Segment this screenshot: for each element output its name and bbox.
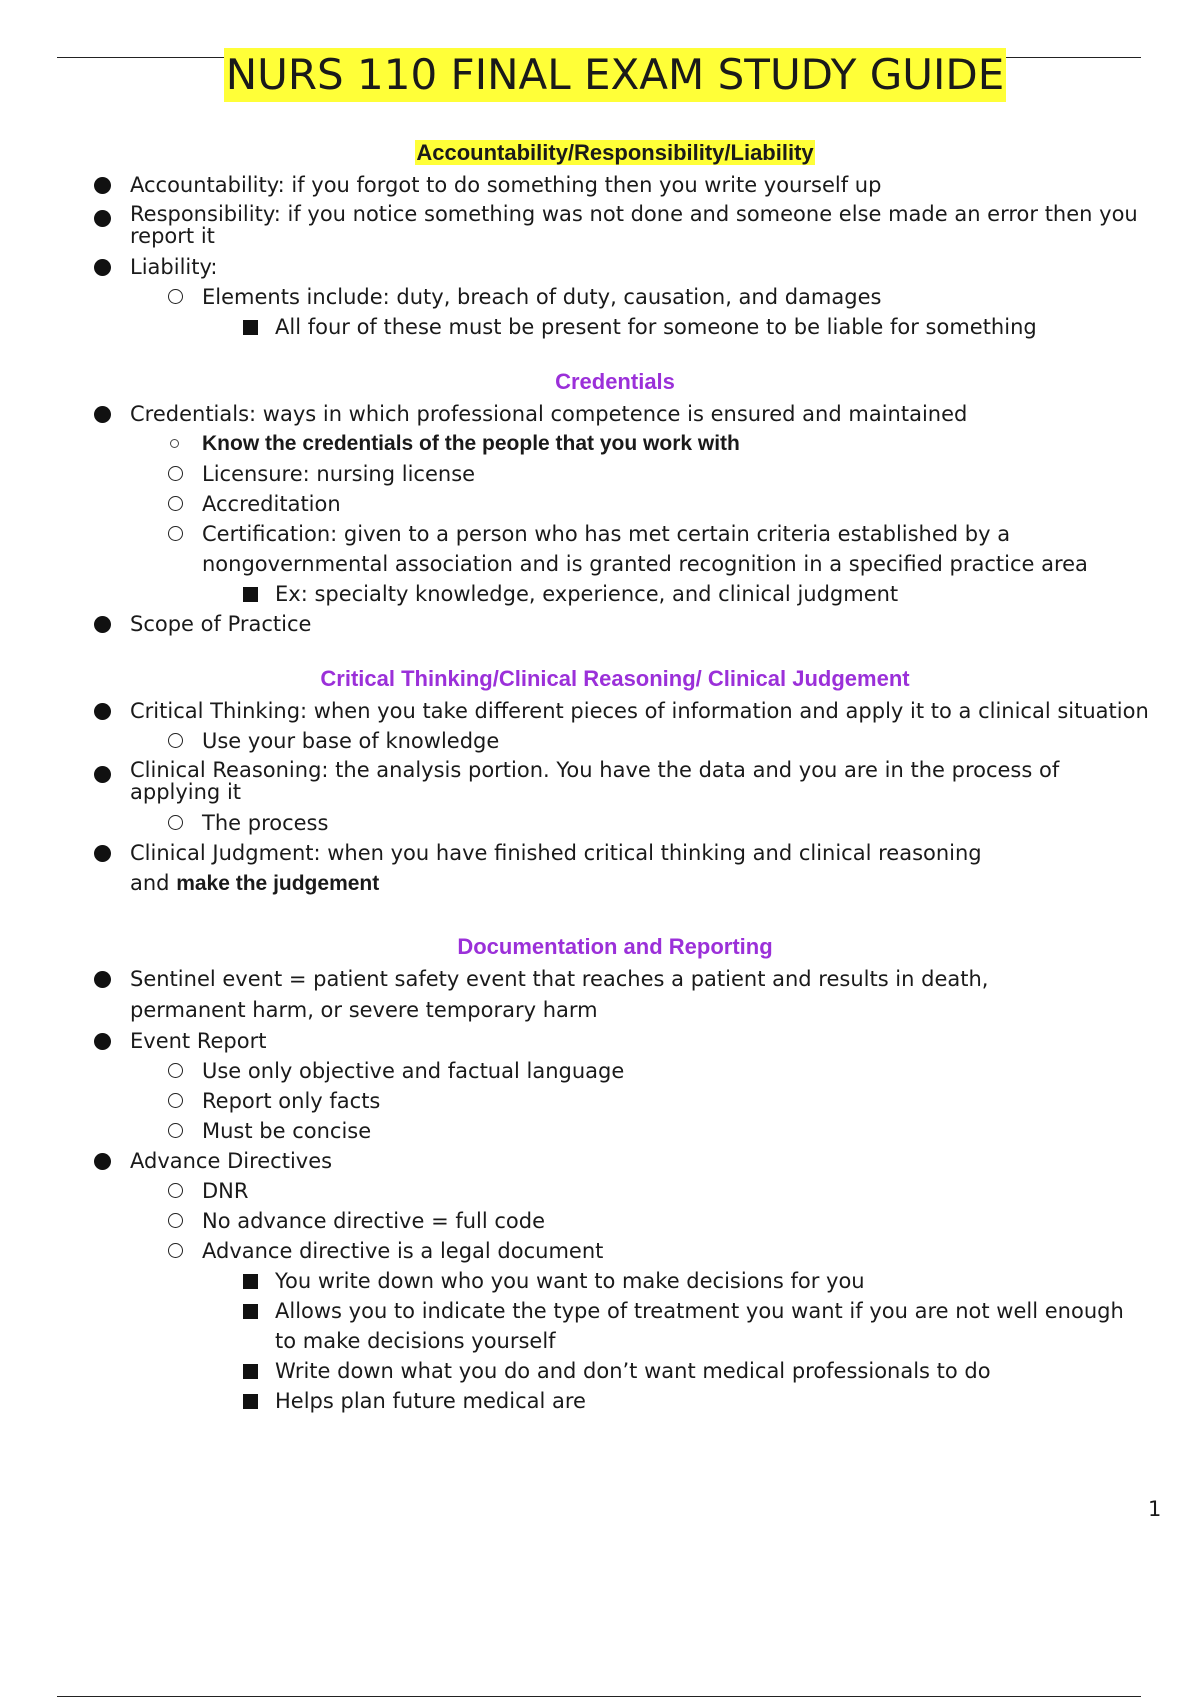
bullet-disc-icon [94, 845, 111, 862]
list-item-text: applying it [130, 780, 242, 804]
section-heading-text: Documentation and Reporting [457, 934, 773, 959]
list-item-text: Responsibility: if you notice something was not done and someone else made an error then you [130, 202, 1138, 226]
list-item-text: Write down what you do and don’t want medical professionals to do [275, 1359, 991, 1383]
bullet-circle-icon [168, 1243, 183, 1258]
list-item [0, 489, 1200, 519]
list-item-text: Must be concise [202, 1119, 372, 1143]
list-item [0, 808, 1200, 838]
list-item-text: Clinical Reasoning: the analysis portion. You have the data and you are in the process of [130, 758, 1060, 782]
list-item [0, 1176, 1200, 1206]
list-item-text: Scope of Practice [130, 612, 312, 636]
bullet-disc-icon [94, 1153, 111, 1170]
list-item-text: report it [130, 224, 215, 248]
list-item-text: Helps plan future medical are [275, 1389, 586, 1413]
bullet-circle-icon [168, 1123, 183, 1138]
list-item-text: Clinical Judgment: when you have finished critical thinking and clinical reasoning [130, 841, 982, 865]
bullet-disc-icon [94, 971, 111, 988]
bullet-circle-icon [168, 733, 183, 748]
list-item-text: Use only objective and factual language [202, 1059, 625, 1083]
section-credentials [0, 367, 1200, 639]
bullet-disc-icon [94, 616, 111, 633]
list-item-text: Advance directive is a legal document [202, 1239, 604, 1263]
list-item-text: Ex: specialty knowledge, experience, and clinical judgment [275, 582, 899, 606]
bullet-disc-icon [94, 1033, 111, 1050]
list-item [0, 1386, 1200, 1416]
bottom-rule [57, 1696, 1141, 1697]
bullet-circle-icon [168, 289, 183, 304]
bullet-circle-icon [168, 526, 183, 541]
spacer [0, 342, 1200, 367]
bullet-circle-icon [168, 815, 183, 830]
list-item-text: Report only facts [202, 1089, 381, 1113]
list-item [0, 838, 1200, 899]
list-item [0, 1236, 1200, 1266]
section-heading-text: Credentials [555, 369, 675, 394]
bullet-square-icon [243, 1394, 258, 1409]
section-critical-thinking [0, 664, 1200, 899]
list-item-text: Allows you to indicate the type of treatment you want if you are not well enough to make decisions yourself [275, 1299, 1124, 1353]
list-item-text-continuation [130, 868, 1200, 899]
bullet-disc-icon [94, 259, 111, 276]
list-item-text: All four of these must be present for someone to be liable for something [275, 315, 1037, 339]
list-item-text: Accreditation [202, 492, 341, 516]
list-item [0, 696, 1200, 726]
list-item-text: No advance directive = full code [202, 1209, 546, 1233]
list-item-text: Certification: given to a person who has met certain criteria established by a nongovernmental association and is granted recognition in a specified practice area [202, 522, 1088, 576]
section-heading [0, 138, 1200, 168]
list-item [0, 429, 1200, 459]
list-item [0, 1296, 1200, 1356]
title-container [0, 48, 1200, 102]
list-item-text: Event Report [130, 1029, 267, 1053]
bullet-square-icon [243, 1274, 258, 1289]
list-item [0, 282, 1200, 312]
list-item [0, 579, 1200, 609]
bullet-square-icon [243, 1364, 258, 1379]
bullet-circle-icon [168, 1213, 183, 1228]
list-item-text: and [130, 871, 177, 895]
spacer [0, 899, 1200, 932]
bullet-disc-icon [94, 210, 111, 227]
bullet-square-icon [243, 1304, 258, 1319]
list-item [0, 1026, 1200, 1056]
list-item [0, 726, 1200, 756]
list-item-text: Use your base of knowledge [202, 729, 500, 753]
list-item-text: Liability: [130, 255, 218, 279]
list-item-text: Elements include: duty, breach of duty, causation, and damages [202, 285, 882, 309]
list-item [0, 1266, 1200, 1296]
list-item-text: Critical Thinking: when you take different pieces of information and apply it to a clinical situation [130, 699, 1149, 723]
document-body [0, 138, 1200, 1416]
list-item [0, 964, 1200, 1026]
bullet-small-circle-icon [170, 439, 179, 448]
list-item [0, 1146, 1200, 1176]
bullet-square-icon [243, 320, 258, 335]
section-heading-text: Critical Thinking/Clinical Reasoning/ Clinical Judgement [320, 666, 910, 691]
section-documentation [0, 932, 1200, 1416]
bullet-circle-icon [168, 466, 183, 481]
section-heading [0, 367, 1200, 397]
section-heading-text: Accountability/Responsibility/Liability [416, 140, 814, 165]
section-heading [0, 932, 1200, 962]
section-heading [0, 664, 1200, 694]
bullet-disc-icon [94, 406, 111, 423]
list-item [0, 459, 1200, 489]
list-item-text: Credentials: ways in which professional competence is ensured and maintained [130, 402, 968, 426]
list-item [0, 1056, 1200, 1086]
list-item [0, 519, 1200, 579]
list-item [0, 170, 1200, 200]
page-title: NURS 110 FINAL EXAM STUDY GUIDE [224, 48, 1007, 102]
bullet-circle-icon [168, 1183, 183, 1198]
bullet-circle-icon [168, 1093, 183, 1108]
list-item [0, 1086, 1200, 1116]
bullet-square-icon [243, 587, 258, 602]
list-item-bold-text: make the judgement [176, 872, 380, 895]
list-item [0, 1206, 1200, 1236]
bullet-circle-icon [168, 1063, 183, 1078]
bullet-circle-icon [168, 496, 183, 511]
page-number: 1 [1148, 1497, 1162, 1521]
section-accountability [0, 138, 1200, 342]
list-item-text: You write down who you want to make decisions for you [275, 1269, 865, 1293]
list-item-text: Know the credentials of the people that you work with [202, 432, 740, 455]
bullet-disc-icon [94, 703, 111, 720]
list-item-text: Advance Directives [130, 1149, 333, 1173]
list-item-text: Accountability: if you forgot to do something then you write yourself up [130, 173, 882, 197]
list-item [0, 200, 1200, 252]
list-item-text: The process [202, 811, 329, 835]
list-item [0, 1356, 1200, 1386]
list-item [0, 399, 1200, 429]
list-item [0, 312, 1200, 342]
spacer [0, 639, 1200, 664]
bullet-disc-icon [94, 177, 111, 194]
list-item [0, 756, 1200, 808]
bullet-disc-icon [94, 766, 111, 783]
list-item-text: DNR [202, 1179, 249, 1203]
list-item [0, 609, 1200, 639]
list-item [0, 252, 1200, 282]
list-item-text: Licensure: nursing license [202, 462, 476, 486]
list-item-text: Sentinel event = patient safety event that reaches a patient and results in death, permanent harm, or severe temporary harm [130, 967, 989, 1022]
list-item [0, 1116, 1200, 1146]
